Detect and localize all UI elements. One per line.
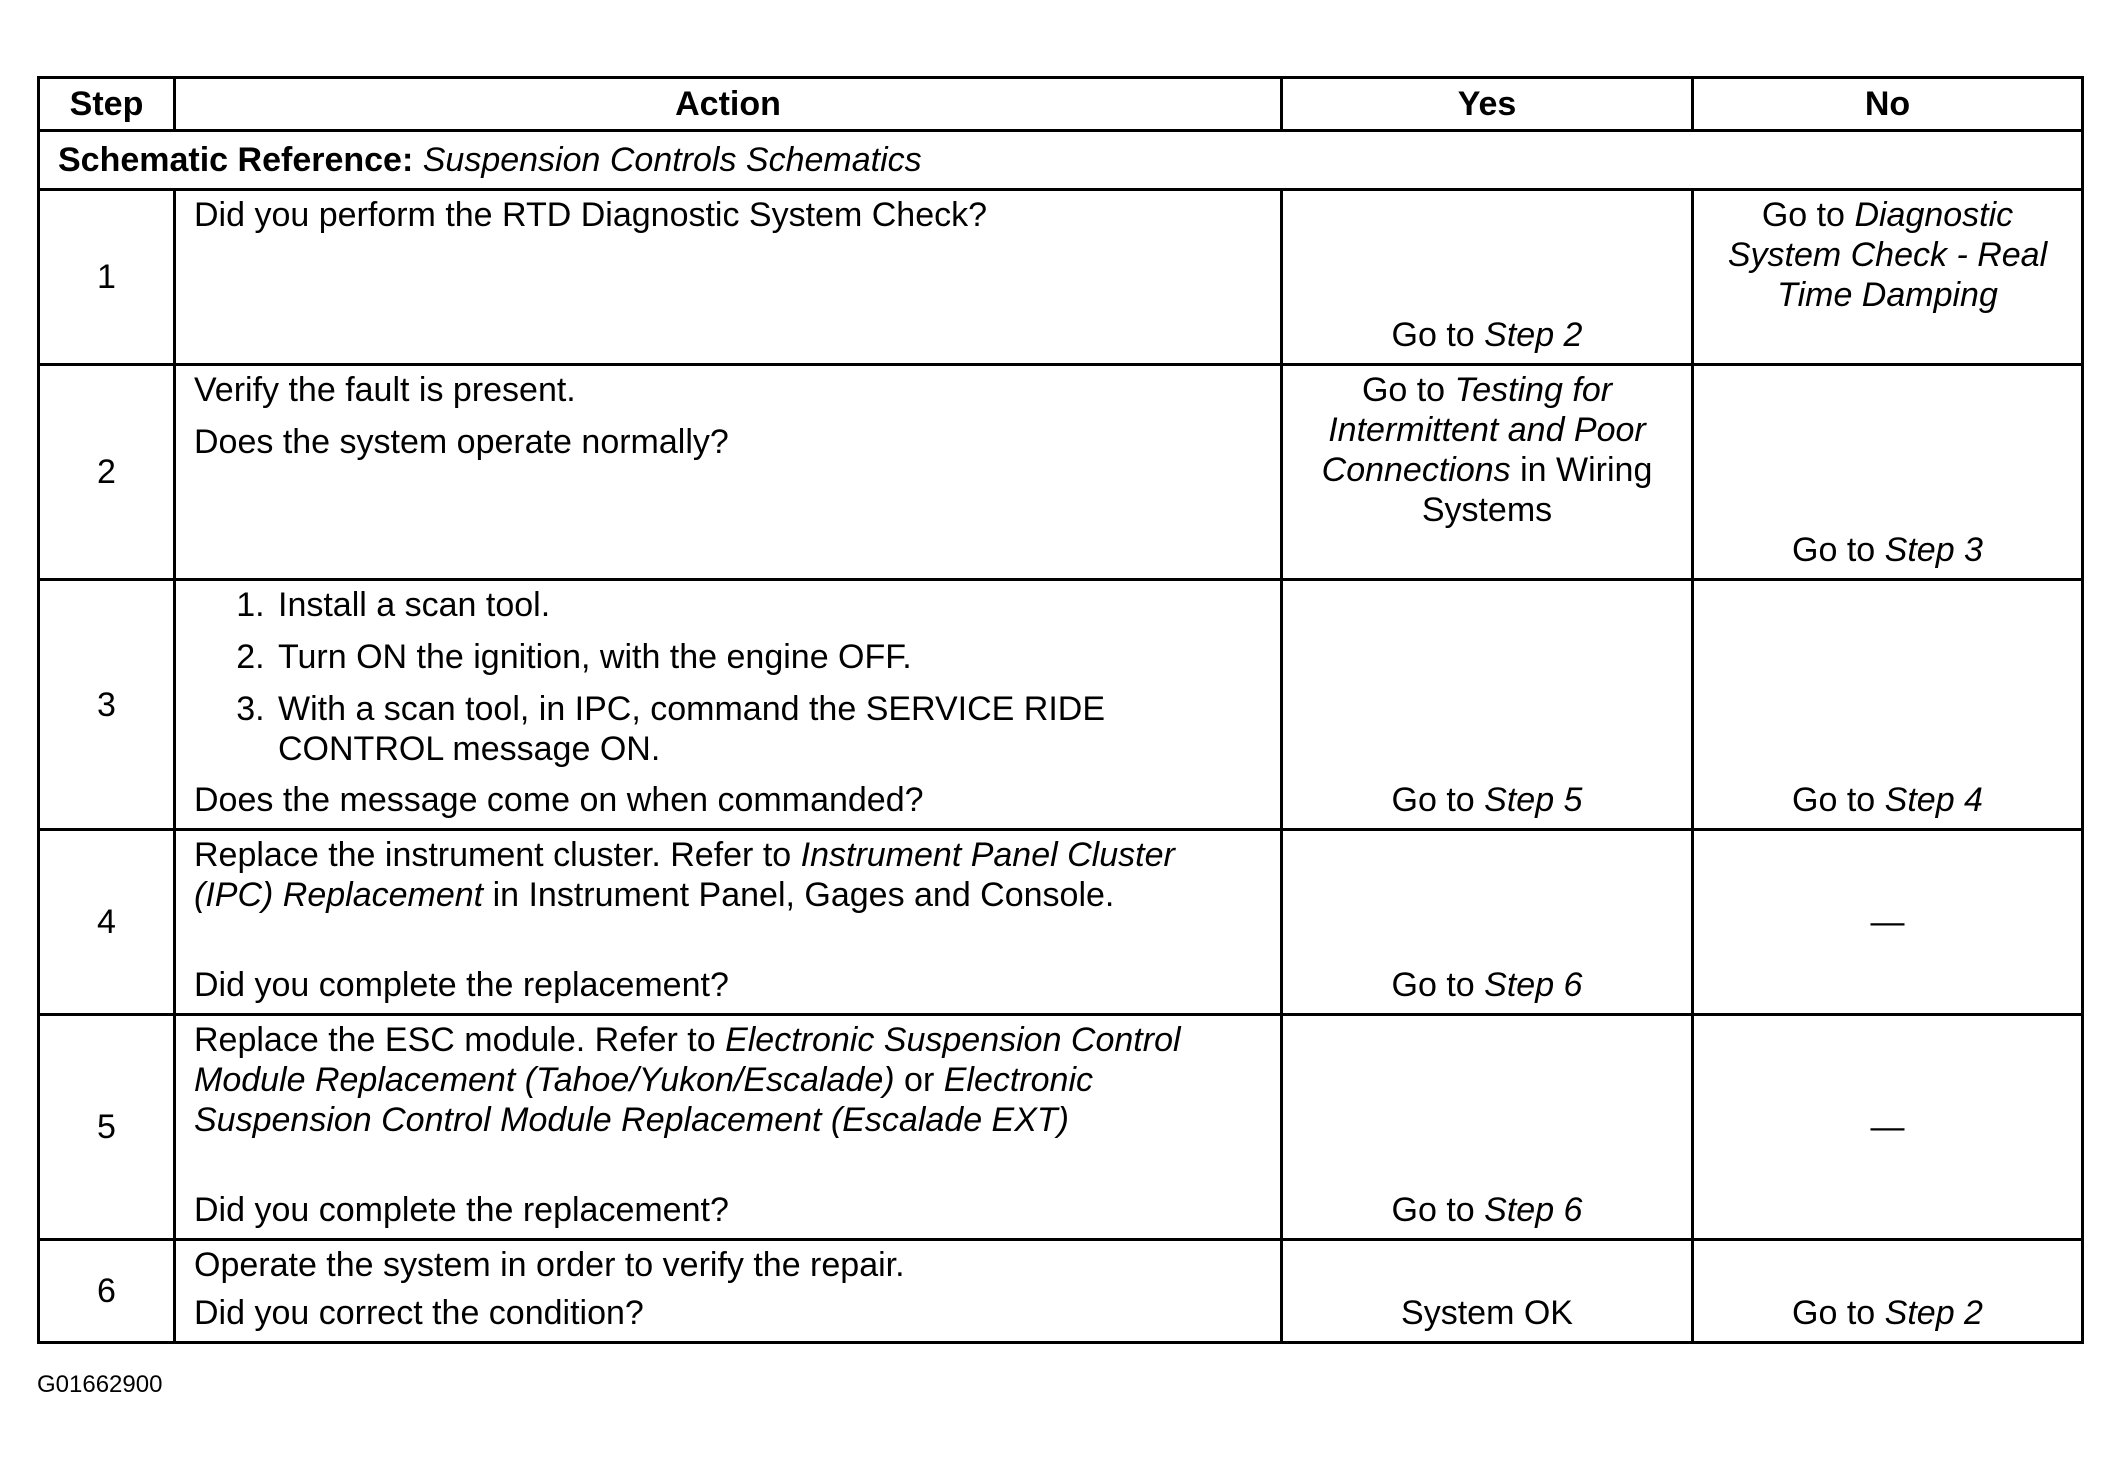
no-link[interactable]: Step 3 <box>1884 531 1983 569</box>
yes-cell <box>1282 830 1693 1015</box>
table-row <box>39 1240 2083 1343</box>
no-prefix: Go to <box>1792 781 1876 819</box>
yes-link[interactable]: Step 2 <box>1484 316 1583 354</box>
no-cell <box>1693 580 2083 830</box>
action-link[interactable]: Electronic Suspension Control Module Replacement (Escalade EXT) <box>194 1061 1093 1139</box>
table-row <box>39 580 2083 830</box>
schematic-reference-link[interactable]: Suspension Controls Schematics <box>422 141 922 179</box>
action-cell <box>175 1240 1282 1343</box>
list-item: 3. With a scan tool, in IPC, command the SERVICE RIDE CONTROL message ON. <box>274 689 1262 769</box>
no-dash: — <box>1870 1108 1905 1146</box>
table-row <box>39 830 2083 1015</box>
step-number: 3 <box>39 580 175 830</box>
action-text <box>194 835 1262 915</box>
yes-link[interactable]: Step 6 <box>1484 966 1583 1004</box>
step-number: 1 <box>39 190 175 365</box>
schematic-reference-row <box>39 131 2083 190</box>
no-dash: — <box>1870 903 1905 941</box>
yes-prefix: Go to <box>1391 1191 1475 1229</box>
list-item: 1. Install a scan tool. <box>274 585 1262 625</box>
procedure-list <box>194 585 1262 769</box>
yes-link[interactable]: Step 6 <box>1484 1191 1583 1229</box>
yes-link[interactable]: Testing for Intermittent and Poor Connections <box>1321 371 1646 489</box>
header-step: Step <box>39 78 175 131</box>
no-cell <box>1693 830 2083 1015</box>
no-prefix: Go to <box>1761 196 1845 234</box>
diagnostic-table-container <box>37 76 2081 1344</box>
action-text: Did you perform the RTD Diagnostic System Check? <box>194 196 988 234</box>
no-prefix: Go to <box>1792 531 1876 569</box>
yes-cell <box>1282 1240 1693 1343</box>
no-cell <box>1693 1015 2083 1240</box>
action-cell <box>175 830 1282 1015</box>
table-row <box>39 190 2083 365</box>
no-link[interactable]: Step 2 <box>1884 1294 1983 1332</box>
action-link[interactable]: Instrument Panel Cluster (IPC) Replacement <box>194 836 1175 914</box>
action-text <box>194 1020 1262 1140</box>
action-prefix: Replace the instrument cluster. Refer to <box>194 836 792 874</box>
yes-suffix: in Wiring Systems <box>1421 451 1653 529</box>
no-cell <box>1693 365 2083 580</box>
yes-cell <box>1282 580 1693 830</box>
action-text: Verify the fault is present. <box>194 371 576 409</box>
yes-prefix: Go to <box>1361 371 1446 409</box>
action-question: Does the message come on when commanded? <box>194 781 924 819</box>
yes-prefix: Go to <box>1391 781 1475 819</box>
action-cell <box>175 580 1282 830</box>
action-link[interactable]: Electronic Suspension Control Module Replacement (Tahoe/Yukon/Escalade) <box>194 1021 1181 1099</box>
yes-link[interactable]: Step 5 <box>1484 781 1583 819</box>
table-row <box>39 1015 2083 1240</box>
header-yes: Yes <box>1282 78 1693 131</box>
no-cell <box>1693 1240 2083 1343</box>
action-cell <box>175 365 1282 580</box>
header-row <box>39 78 2083 131</box>
header-no: No <box>1693 78 2083 131</box>
schematic-reference-label: Schematic Reference: <box>58 141 414 179</box>
action-question: Did you complete the replacement? <box>194 966 729 1004</box>
yes-prefix: Go to <box>1391 966 1475 1004</box>
no-link[interactable]: Diagnostic System Check - Real Time Damping <box>1727 196 2048 314</box>
yes-cell <box>1282 365 1693 580</box>
step-number: 4 <box>39 830 175 1015</box>
step-number: 2 <box>39 365 175 580</box>
schematic-reference-cell <box>39 131 2083 190</box>
action-cell <box>175 190 1282 365</box>
yes-prefix: Go to <box>1391 316 1475 354</box>
diagnostic-table <box>37 76 2084 1344</box>
no-prefix: Go to <box>1792 1294 1876 1332</box>
action-question: Did you correct the condition? <box>194 1294 644 1332</box>
table-row <box>39 365 2083 580</box>
action-text: Operate the system in order to verify the repair. <box>194 1246 905 1284</box>
no-link[interactable]: Step 4 <box>1884 781 1983 819</box>
yes-cell <box>1282 1015 1693 1240</box>
step-number: 6 <box>39 1240 175 1343</box>
action-prefix: Replace the ESC module. Refer to <box>194 1021 716 1059</box>
action-cell <box>175 1015 1282 1240</box>
action-question: Did you complete the replacement? <box>194 1191 729 1229</box>
yes-cell <box>1282 190 1693 365</box>
header-action: Action <box>175 78 1282 131</box>
action-question: Does the system operate normally? <box>194 423 729 461</box>
step-number: 5 <box>39 1015 175 1240</box>
list-item: 2. Turn ON the ignition, with the engine OFF. <box>274 637 1262 677</box>
action-suffix: in Instrument Panel, Gages and Console. <box>492 876 1115 914</box>
yes-result: System OK <box>1401 1294 1573 1332</box>
no-cell <box>1693 190 2083 365</box>
figure-id: G01662900 <box>37 1371 163 1398</box>
action-mid: or <box>904 1061 935 1099</box>
